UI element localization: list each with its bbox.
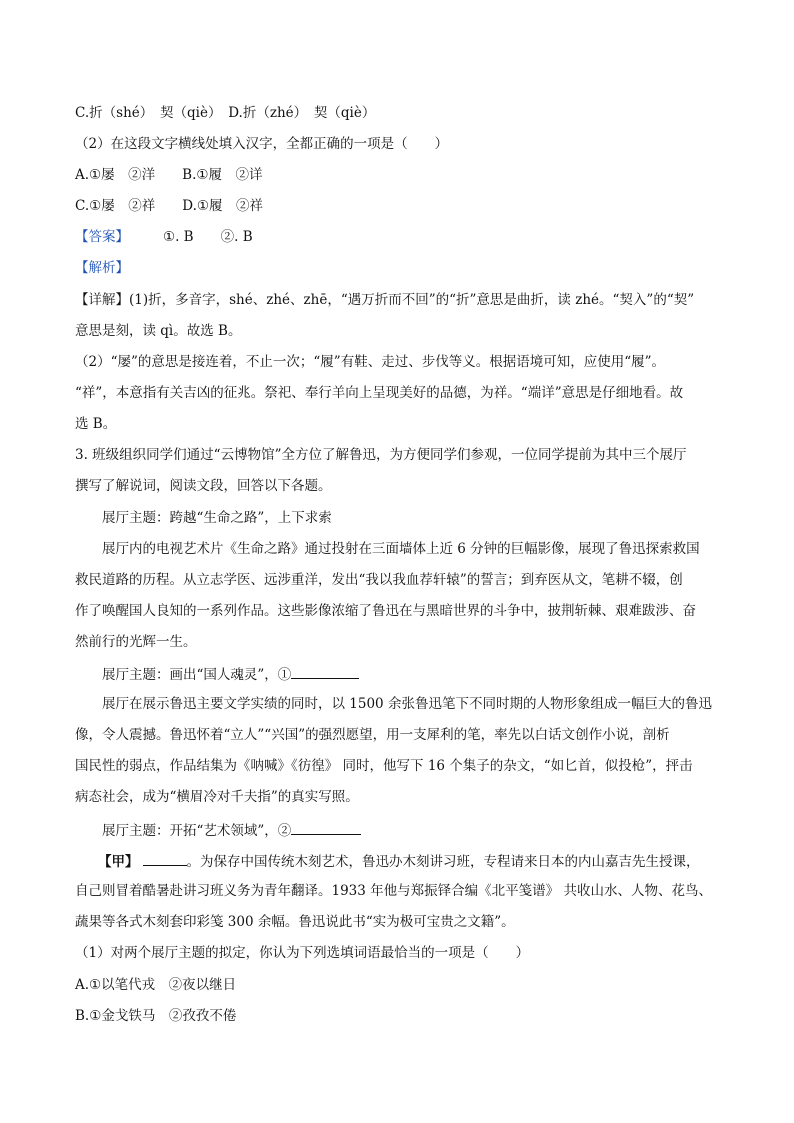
detail-line-3: （2）“屡”的意思是接连着，不止一次；“履”有鞋、走过、步伐等义。根据语境可知，应使用“履”。 <box>75 354 665 370</box>
detail-line-1: 【详解】(1)折，多音字，shé、zhé、zhē，“遇万折而不回”的“折”意思是曲折，读 zhé。“契入”的“契” <box>75 292 695 308</box>
q2-sub2-stem: （2）在这段文字横线处填入汉字，全都正确的一项是（ ） <box>75 136 449 152</box>
answer-tag: 【答案】 <box>75 229 129 245</box>
hall3-theme: 展厅主题：开拓“艺术领域”，② <box>102 823 292 839</box>
q3-stem-line-1: 3. 班级组织同学们通过“云博物馆”全方位了解鲁迅，为方便同学们参观，一位同学提前为其中三个展厅 <box>75 447 687 463</box>
hall1-theme: 展厅主题：跨越“生命之路”，上下求索 <box>102 510 332 526</box>
q3-sub1-option-b: B.①金戈铁马 ②孜孜不倦 <box>75 1008 237 1024</box>
answer-blank-1[interactable] <box>291 664 359 679</box>
jia-tag: 【甲】 <box>98 854 139 870</box>
analysis-tag: 【解析】 <box>75 260 129 276</box>
q2-sub2-options-cd: C.①屡 ②祥 D.①履 ②祥 <box>75 198 263 214</box>
hall2-para-line-3: 国民性的弱点，作品结集为《呐喊》《彷徨》 同时，他写下 16 个集子的杂文，“如匕首，似投枪”，抨击 <box>75 758 693 774</box>
detail-line-5: 选 B。 <box>75 416 117 432</box>
hall3-para-text-1: 。为保存中国传统木刻艺术，鲁迅办木刻讲习班，专程请来日本的内山嘉吉先生授课， <box>186 854 700 870</box>
q2-sub2-options-ab: A.①屡 ②洋 B.①履 ②详 <box>75 167 263 183</box>
hall2-theme: 展厅主题：画出“国人魂灵”，① <box>102 667 292 683</box>
hall2-theme-line <box>102 664 359 684</box>
q3-sub1-option-a: A.①以笔代戎 ②夜以继日 <box>75 977 237 993</box>
answer-line <box>75 228 253 246</box>
hall1-para-line-4: 然前行的光辉一生。 <box>75 634 197 650</box>
detail-line-4: “祥”，本意指有关吉凶的征兆。祭祀、奉行羊向上呈现美好的品德，为祥。“端详”意思是仔细地看。故 <box>75 385 684 401</box>
answer-text: ①. B ②. B <box>163 229 253 245</box>
q3-stem-line-2: 撰写了解说词，阅读文段，回答以下各题。 <box>75 478 332 494</box>
hall3-para-line-3: 蔬果等各式木刻套印彩笺 300 余幅。鲁迅说此书“实为极可宝贵之文籍”。 <box>75 914 515 930</box>
hall2-para-line-1: 展厅在展示鲁迅主要文学实绩的同时，以 1500 余张鲁迅笔下不同时期的人物形象组成一幅巨大的鲁迅 <box>102 696 712 712</box>
hall1-para-line-2: 救民道路的历程。从立志学医、远涉重洋，发出“我以我血荐轩辕”的誓言；到弃医从文，笔耕不辍，创 <box>75 572 683 588</box>
hall3-para-line-2: 自己则冒着酷暑赴讲习班义务为青年翻译。1933 年他与郑振铎合编《北平笺谱》 共收山水、人物、花鸟、 <box>75 883 712 899</box>
q2-options-cd: C.折（shé） 契（qiè） D.折（zhé） 契（qiè） <box>75 105 376 121</box>
hall3-theme-line <box>102 820 361 840</box>
hall1-para-line-3: 作了唤醒国人良知的一系列作品。这些影像浓缩了鲁迅在与黑暗世界的斗争中，披荆斩棘、艰难跋涉、奋 <box>75 603 696 619</box>
hall3-para-line-1 <box>98 851 700 871</box>
jia-blank[interactable] <box>143 851 187 866</box>
answer-blank-2[interactable] <box>291 820 361 835</box>
hall1-para-line-1: 展厅内的电视艺术片《生命之路》通过投射在三面墙体上近 6 分钟的巨幅影像，展现了鲁迅探索救国 <box>102 541 700 557</box>
hall2-para-line-2: 像，令人震撼。鲁迅怀着“立人”“兴国”的强烈愿望，用一支犀利的笔，率先以白话文创作小说，剖析 <box>75 727 670 743</box>
q3-sub1-stem: （1）对两个展厅主题的拟定，你认为下列选填词语最恰当的一项是（ ） <box>75 945 530 961</box>
hall2-para-line-4: 病态社会，成为“横眉冷对千夫指”的真实写照。 <box>75 789 359 805</box>
detail-line-2: 意思是刻，读 qì。故选 B。 <box>75 323 242 339</box>
